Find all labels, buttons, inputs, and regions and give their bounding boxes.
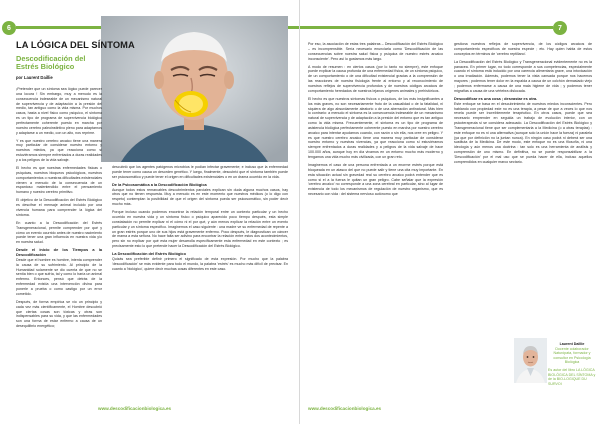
right-column-2 [454, 42, 592, 168]
paragraph: Por eso, la asociación de estas tres palabras – Descodificación del Estrés Biológico – es incomprensible. Sería necesario enunciarla como 'Descodificación de las consecuencias sobre nuestra salud física y psíquica de nuestro estrés arcaico inconsciente'. Pero así lo gustamos más largo. [308, 42, 443, 61]
paragraph: Imaginemos el caso de una persona enfrentada a un enorme estrés porque está bloqueada en un atasco del que no puede salir y tiene una cita muy importante. En esta situación actual sin gravedad real su cerebro arcaico podrá entender que es como si el a la fuerza le quitan un gran peligro. Cabe señalar que la expresión 'cerebro arcaico' no corresponde a una zona cerebral en particular, sino al lugar de existencia de todo los mecanismos de regulación de nuestro organismo, que es necesario con vida : del sistema nervioso autónomo que [308, 162, 443, 197]
author-portrait-image [514, 338, 547, 383]
paragraph: gestiona nuestros reflejos de supervivencia, de los códigos arcaicos de comportamiento específicos de nuestra especie ; etc. Hay quien habla de estos conceptos en términos de 'cerebro reptiliano'. [454, 42, 592, 56]
paragraph: Después, de forma empírica se vio un principio y cada vez más científicamente, el Hombre descubrió que ciertas cosas son tóxicas y otras son indispensables para su vida, y que las enfermedades son una forma de estar enfermo a causa de un desequilibrio energético; [16, 299, 102, 329]
paragraph: La Descodificación del Estrés Biológico y Transgeneracional evidentemente no es la panacea. En primer lugar, no todo corresponde a sus competencias, especialmente cuando el síntoma está inducido por una carencia alimentaria grave, una intoxicación o una irradiación. Además, podemos tener la vista cansada porque nos hacemos mayores ; podemos tener dolor en la espalda a causa de un colchón demasiado viejo ; podemos enfermarse a causa de una mala higiene de vida ; y podemos tener migrañas a causa de una vértebra dislocada. [454, 59, 592, 93]
section-heading: De la Psicosomática a la Descodificación Biológica [112, 181, 207, 187]
section-heading: Desde el inicio de los Tiempos a la Descodificación [16, 247, 102, 258]
author-name: Laurent Daillie [559, 342, 585, 346]
paragraph: El hecho es que nuestras enfermedades físicas o psíquicas, nuestros bloqueos psicológicos, nuestros comportamientos o nuestras dificultades existenciales vienen a menudo de la consecuencia de un espantoso malentendido entre el pensamiento humano y nuestro cerebro primitivo. [16, 166, 102, 195]
article-author: por Laurent Daillie [16, 75, 53, 80]
paragraph: En cuanto a la Descodificación del Estrés Transgeneracional, permite comprender por qué y cómo un evento ocurrido antes de nuestro nacimiento puede tener una gran influencia en nuestra vida y/o en nuestra salud. [16, 220, 102, 245]
paragraph: Porque incluso cuando podemos encontrar la relación temporal entre un contexto particular y un hecho ocurrido en nuestra vida y un síntoma físico o psíquico aparecido poco tiempo después, esta simple constatación no permite explicar ni el cómo ni el por qué, y aún menos explicar la relación entre un evento particular y un síntoma específico. Imaginemos el caso siguiente : una madre ve su enfermedad de repente a un gran estrés porque uno de sus hijos está gravemente enfermo. Poco después, le diagnostican un cáncer de mama a esta señora. No hace falta ser adivino para encontrar la relación entre estos dos acontecimientos, pero sin no explicar por qué esta mujer desarrolla específicamente esta enfermedad en este contexto ; es precisamente esto lo que pretende hacer la Descodificación del Estrés Biológico. [112, 210, 288, 249]
article-photo [101, 16, 288, 162]
author-role: Docente colaborador Naturópata, formador y consultor en Psicología Biológica [553, 346, 591, 365]
paragraph: Y es que nuestro cerebro arcaico tiene una manera muy particular de considerar nuestro entorno y nuestros miedos, ya que reacciona como si estuviéramos siempre enfrentados a duras realidades y a los peligros de la vida salvaje. [16, 138, 102, 162]
right-column-1 [308, 42, 443, 200]
right-page [300, 0, 600, 424]
section-heading: La Descodificación del Estrés Biológico [112, 251, 186, 257]
section-heading: Descodificar es una cosa ; desvastar es otra. [454, 95, 538, 101]
top-bar [300, 26, 553, 29]
paragraph: El objetivo de la Descodificación del Estrés Biológico es descifrar el mensaje animal incluido por una vivencia humana para comprender la lógica del síntoma. [16, 198, 102, 217]
left-column-2 [112, 165, 288, 275]
page-number: 7 [553, 21, 567, 35]
footer-url[interactable]: www.descodificacionbiologica.es [98, 406, 172, 411]
left-column-1 [16, 87, 102, 332]
paragraph: Aunque todos estos remarcables descubrimientos parciales explican sin duda alguna muchos casos, hay otros que no tienen respuesta. Muy a menudo es en este momento que nuestros médicos (o lo digo con respeto) contemplan la posibilidad de que el origen del síntoma pueda ser psicosomático, sin poder decir mucho más. [112, 187, 288, 207]
author-photo [514, 338, 547, 383]
page-number: 6 [2, 21, 16, 35]
article-title: LA LÓGICA DEL SÍNTOMA [16, 40, 135, 50]
author-book: Es autor del libro LA LÓGICA BIOLÓGICA DEL SÍNTOMA y de la BIO-LOGIQUE DU SURVOI [548, 367, 596, 386]
paragraph: Este enfoque se basa en el descubrimiento de nuestros miedos inconscientes. Pero hablando con propiedad este no es una terapia, a pesar de que a veces lo que nos revela puede ser increíblemente terapéutico. En otros casos, puede que sea necesario emprender en seguida un trabajo de evolución interior, con un psicoterapeuta si se considera adecuado. La Descodificación del Estrés Biológico y Transgeneracional tiene que ser complementaria a la Medicina (o a otras terapias) : este enfoque no es ni una alternativa (aunque solo la unión hace la fuerza) ni paralela (ya que por definición no la juntan nunca). En ningún caso podrá ni deberá ser una sustituta de la Medicina. De este modo, este enfoque no es una filosofía, ni una ideología y aún menos una doctrina : tan solo es una herramienta de análisis y comprensión de uno mismo. En definitiva, no se puede responsabilizar a la 'Descodificación' por el mal uso que se pueda hacer de ella, incluso aquellos comprendidos en cualquier marco sectario. [454, 101, 592, 164]
article-subtitle: Descodificación del Estrés Biológico [16, 54, 86, 72]
paragraph: Desde que el hombre es hombre, intenta comprender la causa de su sufrimiento. Al principio de la Humanidad solamente se dio cuenta de que no se sentía bien o que sufría, tal y como lo haría un animal enfermo. Entonces, pensó que detrás de la enfermedad existía una intervención divina para ponerle a prueba o como castigo por un error cometido. [16, 257, 102, 296]
paragraph: descubrió que los agentes patógenos microbios le podían infectar gravemente; e incluso que la enfermedad puede tener como causa un desorden genético. Y luego, finalmente, descubrió que el síntoma también puede ser psicosomático y puede tener el origen en dificultades existenciales o en un drama ocurrido en la vida. [112, 165, 288, 179]
paragraph: El hecho es que nuestros síntomas físicos o psíquicos, de los más insignificantes a los más graves, no son necesariamente fruto de la casualidad o de la fatalidad, ni siquiera de algo absurdamente aleatorio o de una aberración antinatural. Más bien lo contrario: a menudo el síntoma es la consecuencia indeseable de un mecanismo natural de supervivencia y de adaptación a la presión del entorno que es tan antiguo como la vida misma. Frecuentemente, el síntoma es un tipo de programa de asistencia biológica perfectamente coherente puesto en marcha por nuestro cerebro arcaico para intentar ayudarnos cuando, con razón o sin ella, nos cree en peligro. Y es que nuestro cerebro arcaico tiene una manera muy particular de considerar nuestro entorno y nuestras vivencias, ya que reacciona como si estuviéramos siempre enfrentados a duras realidades y a peligros de la vida salvaje de hace 100.000 años, aunque hoy en día vivamos en un entorno mucho más moderno y tengamos una vida mucho más civilizada, con un gran reto. [308, 96, 443, 159]
paragraph: ¡Pretender que un síntoma sea lógico puede parecer una locura ! Sin embargo, muy a menudo es la consecuencia indeseable de un mecanismo natural de supervivencia y de adaptación a la presión del medio, tan antiguo como la vida misma. Por muchos casos, hasta a nivel físico como psíquico, el síntoma es un tipo de programa de supervivencia biológico perfectamente coherente puesto en marcha por nuestro cerebro paleoinstintivo pleno para adaptarnos y adaptarse a un medio, con un alto, nos reprime. [16, 87, 102, 135]
paragraph: Quizás sea preferible definir primero el significado de esta expresión. Por mucho que la palabra 'descodificación' se más evidente para todo el mundo, la palabra 'estrés' es mucho más difícil de precisar. En cuanto a 'biológico', quiere decir muchas cosas diferentes en este caso. [112, 256, 288, 271]
man-biting-lemon-image [101, 16, 288, 162]
paragraph: A modo de resumen : en ciertos casos (por lo tanto no siempre), este enfoque puede explicar la causa profunda de una enfermedad física, de un síntoma psíquico, de un comportamiento o de una dificultad existencial gracias a la comprensión de las reacciones de nuestra fisiología frente al entorno y al reconocimiento de nuestros reflejos de supervivencia profundos y de nuestros códigos arcaicos de comportamiento heredados de nuestros lejanos orígenes animales y prehistóricos. [308, 64, 443, 93]
footer-url[interactable]: www.descodificacionbiologica.es [308, 406, 382, 411]
author-bio [548, 342, 596, 386]
